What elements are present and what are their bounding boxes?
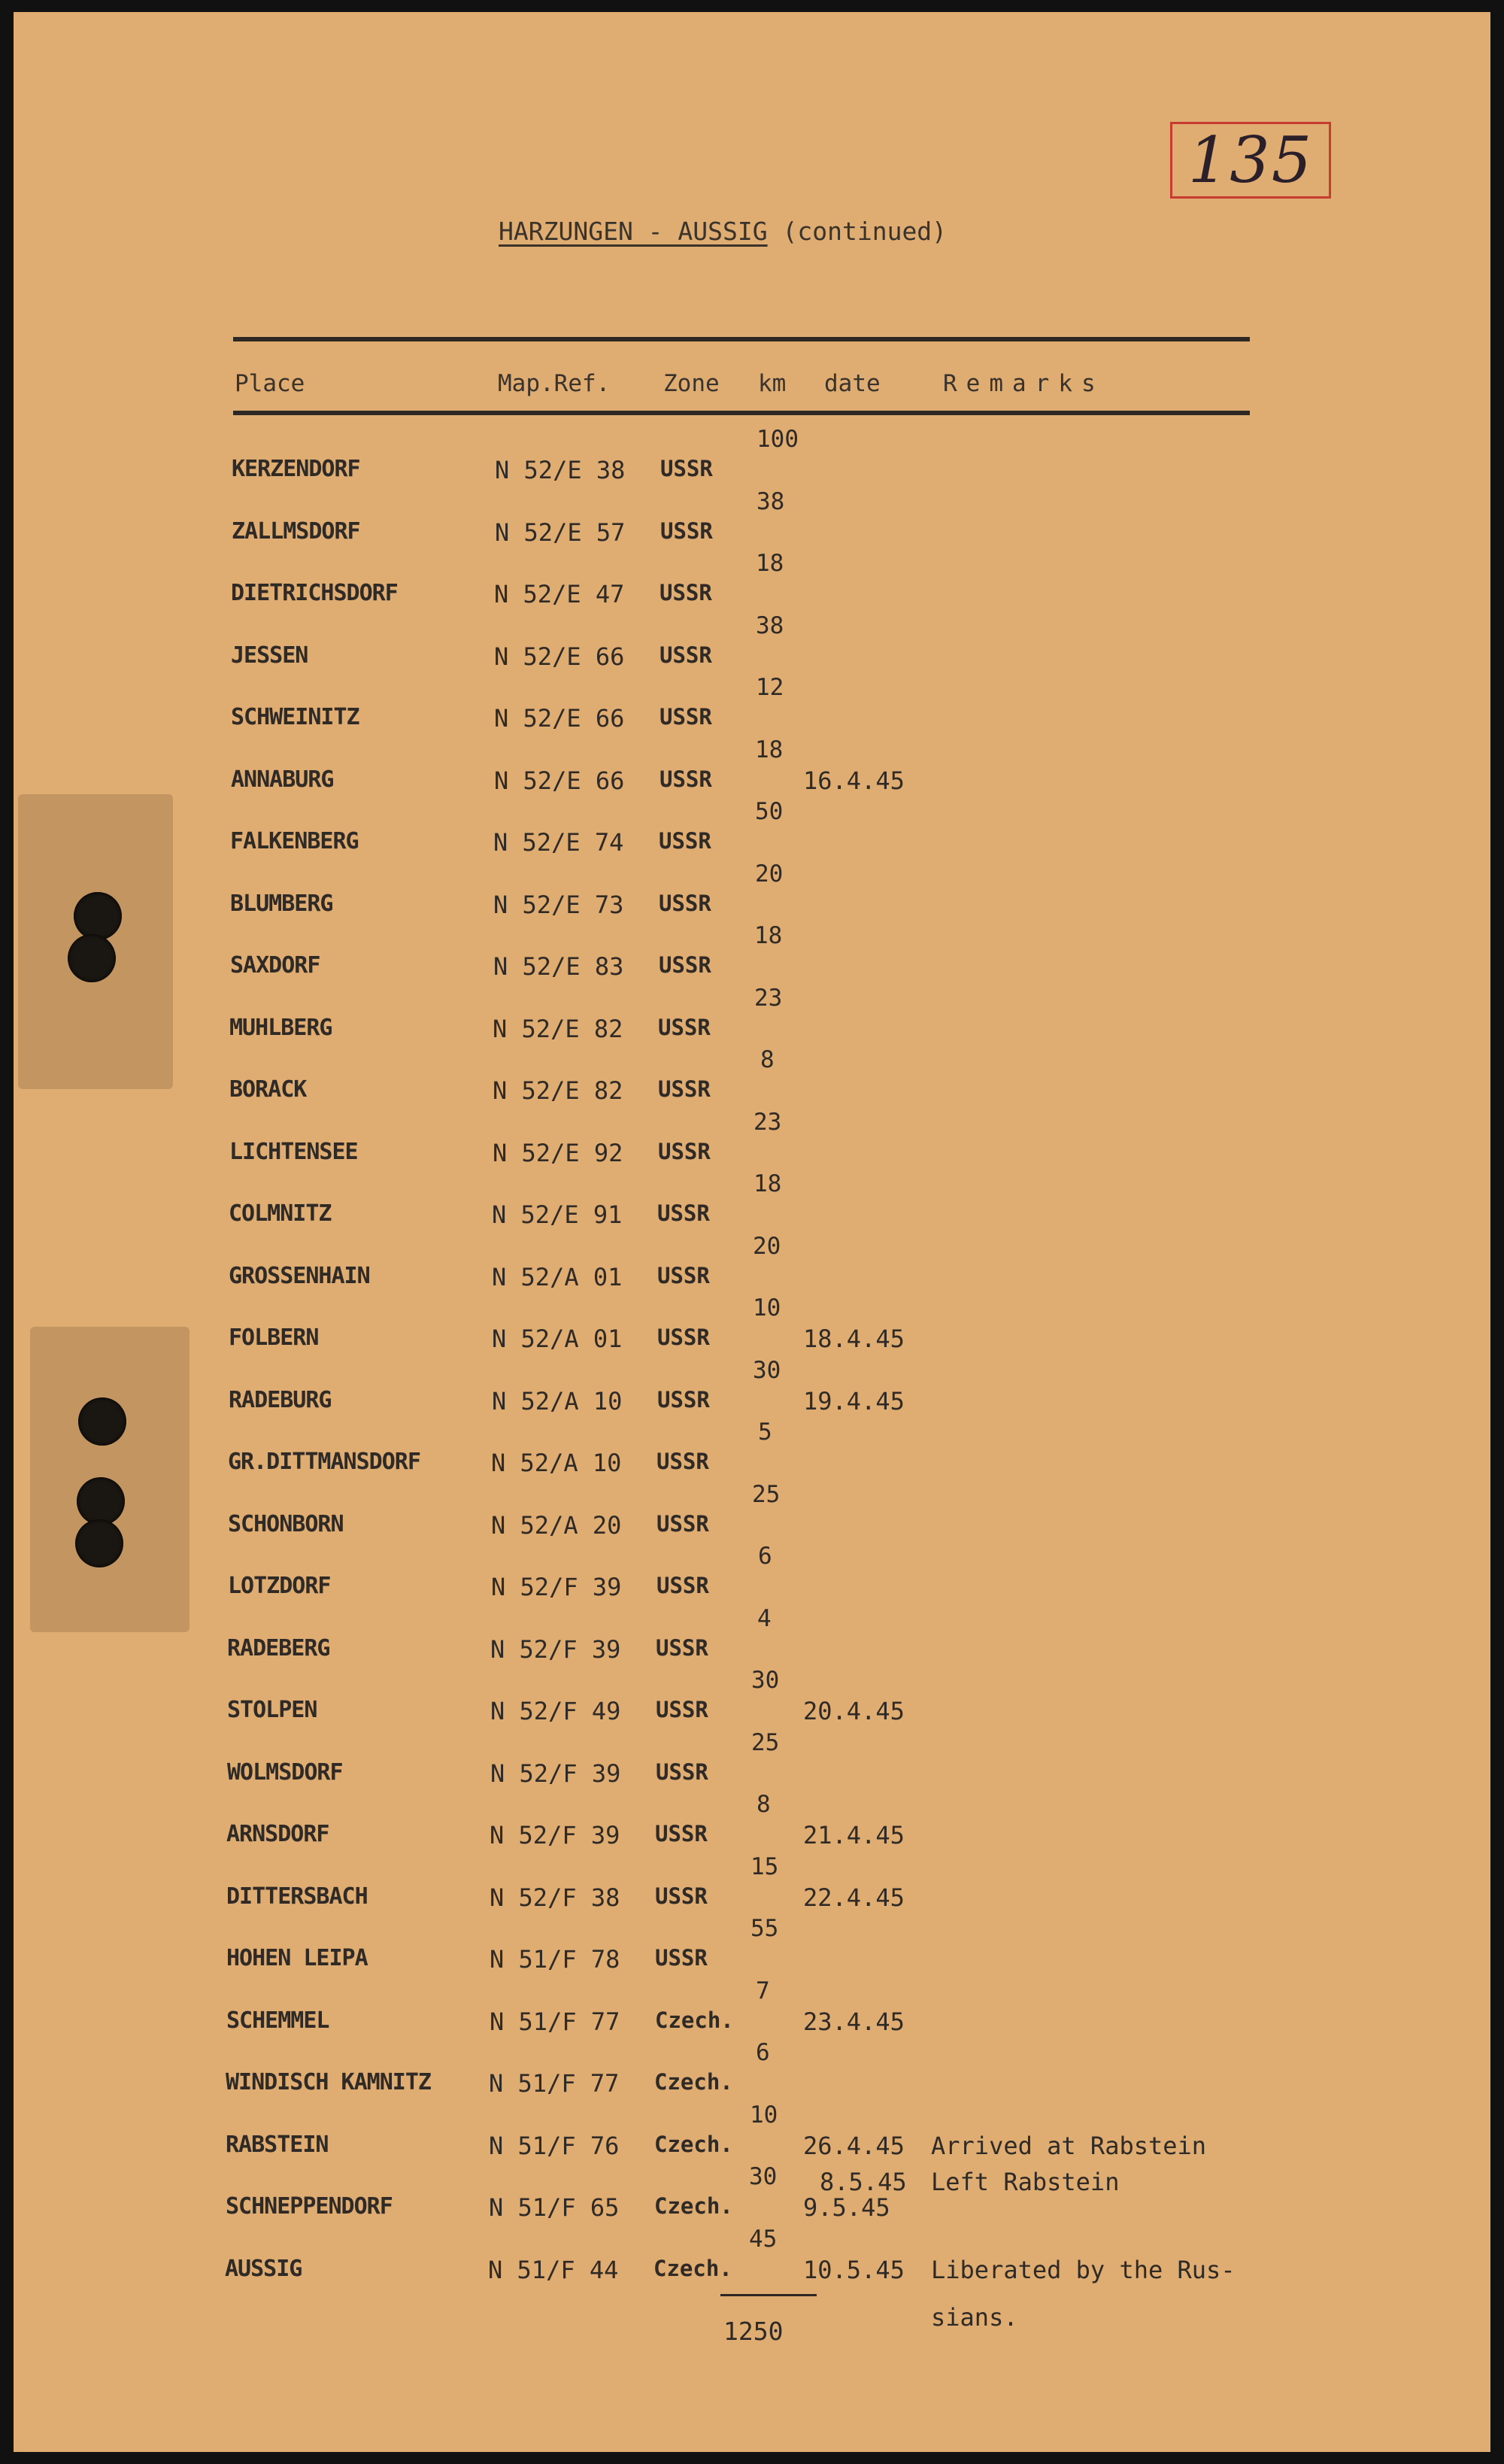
cell-zone: USSR [657,1325,710,1350]
table-row [14,1387,1490,1417]
cell-zone: USSR [656,1697,708,1722]
table-row [14,1759,1490,1789]
cell-remarks-second: Left Rabstein [931,2168,1120,2196]
cell-map-ref: N 52/F 39 [490,1821,620,1850]
cell-km: 38 [756,612,784,639]
cell-map-ref: N 52/E 66 [494,766,625,795]
cell-date: 21.4.45 [803,1821,905,1850]
cell-date: 9.5.45 [803,2193,890,2222]
cell-map-ref: N 52/E 73 [493,891,624,919]
table-row [14,2069,1490,2099]
table-row [14,1200,1490,1230]
cell-km: 23 [754,985,783,1012]
cell-place: RADEBERG [227,1635,330,1661]
cell-zone: USSR [656,1635,708,1661]
table-row [14,1325,1490,1355]
page-number-stamp: 135 [1170,122,1331,199]
cell-map-ref: N 51/F 76 [489,2132,620,2160]
table-row [14,1697,1490,1727]
table-row [14,518,1490,548]
cell-place: MUHLBERG [229,1015,332,1041]
cell-zone: USSR [660,580,712,605]
cell-km: 18 [756,550,784,577]
cell-km: 18 [754,1170,782,1197]
cell-km: 50 [755,798,784,825]
cell-place: WINDISCH KAMNITZ [226,2069,431,2095]
cell-zone: USSR [656,1759,708,1785]
table-row [14,2132,1490,2162]
table-row [14,1449,1490,1479]
cell-place: SCHWEINITZ [231,704,359,730]
cell-map-ref: N 52/F 38 [490,1883,620,1912]
cell-km: 30 [749,2163,778,2190]
cell-zone: Czech. [653,2256,732,2281]
cell-map-ref: N 52/E 38 [495,456,626,484]
table-row [14,1821,1490,1851]
cell-km: 25 [751,1729,780,1756]
table-row [14,766,1490,797]
cell-km: 45 [749,2226,778,2253]
cell-km: 4 [757,1605,772,1632]
cell-place: COLMNITZ [229,1200,332,1227]
cell-place: BORACK [229,1076,307,1103]
title-suffix: (continued) [782,217,948,246]
cell-place: RADEBURG [229,1387,332,1413]
table-row [14,2007,1490,2038]
table-row [14,1511,1490,1541]
cell-zone: USSR [657,1200,710,1226]
cell-place: GROSSENHAIN [229,1263,370,1289]
cell-place: FOLBERN [229,1325,319,1351]
cell-place: RABSTEIN [226,2132,329,2158]
cell-map-ref: N 52/E 66 [494,642,625,671]
cell-date-second: 8.5.45 [820,2168,907,2196]
cell-map-ref: N 52/E 82 [493,1015,623,1043]
cell-zone: USSR [660,642,712,668]
table-row [14,891,1490,921]
cell-km: 18 [755,736,784,763]
cell-remarks-continuation: sians. [931,2303,1018,2332]
cell-km: 5 [758,1419,772,1446]
cell-map-ref: N 52/A 01 [492,1263,623,1291]
cell-place: SCHNEPPENDORF [226,2193,393,2220]
cell-map-ref: N 51/F 65 [489,2193,620,2222]
cell-place: BLUMBERG [230,891,333,917]
table-row [14,1883,1490,1913]
cell-date: 18.4.45 [803,1325,905,1353]
header-remarks: Remarks [943,370,1105,397]
header-map-ref: Map.Ref. [498,370,611,397]
cell-place: FALKENBERG [230,828,359,854]
cell-map-ref: N 51/F 77 [490,2007,620,2036]
table-row [14,1139,1490,1169]
cell-km: 6 [758,1543,772,1570]
cell-km: 55 [750,1915,779,1942]
table-row-continuation [14,2168,1490,2198]
itinerary-table [14,12,1490,2452]
table-row [14,1573,1490,1603]
cell-zone: USSR [656,1449,709,1474]
cell-zone: USSR [658,1139,711,1164]
header-km: km [758,370,787,397]
cell-zone: USSR [655,1821,708,1846]
cell-km: 12 [756,674,784,701]
cell-zone: USSR [655,1945,708,1971]
cell-map-ref: N 52/E 74 [493,828,624,857]
cell-zone: USSR [658,1015,711,1040]
table-row [14,1263,1490,1293]
table-row [14,1945,1490,1975]
cell-date: 26.4.45 [803,2132,905,2160]
cell-zone: USSR [656,1573,709,1598]
title-route: HARZUNGEN - AUSSIG [499,217,768,246]
cell-remarks: Arrived at Rabstein [931,2132,1207,2160]
cell-place: KERZENDORF [232,456,360,482]
cell-place: STOLPEN [227,1697,317,1723]
cell-km: 15 [750,1853,779,1880]
table-row [14,2193,1490,2223]
table-row [14,952,1490,982]
cell-zone: Czech. [655,2007,734,2033]
cell-place: ARNSDORF [226,1821,329,1847]
cell-map-ref: N 51/F 78 [490,1945,620,1974]
cell-place: DITTERSBACH [226,1883,368,1910]
cell-km: 7 [756,1977,770,2004]
cell-zone: Czech. [654,2193,733,2219]
cell-km: 20 [755,860,784,888]
cell-map-ref: N 52/E 66 [494,704,625,733]
cell-km: 10 [753,1294,781,1322]
cell-map-ref: N 51/F 44 [488,2256,619,2284]
cell-km: 10 [750,2101,778,2129]
cell-map-ref: N 52/E 92 [493,1139,623,1167]
cell-km: 38 [757,488,785,515]
cell-zone: USSR [660,456,713,481]
cell-km: 20 [753,1233,781,1260]
document-page [14,12,1490,2452]
sum-rule [720,2294,817,2296]
cell-zone: USSR [656,1511,709,1537]
cell-map-ref: N 52/E 82 [493,1076,623,1105]
cell-map-ref: N 52/A 01 [492,1325,623,1353]
header-place: Place [235,370,305,397]
cell-km: 8 [757,1791,771,1818]
table-row [14,828,1490,858]
cell-place: GR.DITTMANSDORF [228,1449,420,1475]
table-row [14,456,1490,486]
cell-date: 10.5.45 [803,2256,905,2284]
cell-place: ZALLMSDORF [232,518,360,545]
cell-date: 16.4.45 [803,766,905,795]
cell-map-ref: N 52/A 10 [491,1449,622,1477]
header-zone: Zone [663,370,720,397]
cell-place: WOLMSDORF [227,1759,343,1786]
table-row [14,1076,1490,1106]
cell-km: 30 [753,1357,781,1384]
cell-zone: USSR [660,766,712,792]
table-row [14,1015,1490,1045]
cell-place: SCHONBORN [228,1511,344,1537]
cell-zone: USSR [658,1076,711,1102]
cell-date: 19.4.45 [803,1387,905,1416]
cell-zone: Czech. [654,2069,733,2095]
cell-zone: USSR [660,518,713,544]
cell-zone: USSR [659,952,711,978]
cell-remarks: Liberated by the Rus- [931,2256,1236,2284]
cell-place: DIETRICHSDORF [231,580,398,606]
cell-place: SCHEMMEL [226,2007,329,2034]
cell-km: 18 [754,922,783,949]
table-row [14,704,1490,734]
cell-km: 8 [760,1046,775,1073]
cell-date: 20.4.45 [803,1697,905,1725]
cell-km: 100 [757,426,799,453]
cell-place: ANNABURG [231,766,334,793]
cell-km: 23 [754,1109,782,1136]
cell-map-ref: N 52/E 57 [495,518,626,547]
cell-map-ref: N 52/F 39 [490,1759,621,1788]
cell-map-ref: N 52/E 91 [492,1200,623,1229]
table-row [14,642,1490,672]
cell-place: LICHTENSEE [229,1139,358,1165]
cell-zone: USSR [657,1387,710,1413]
cell-zone: USSR [659,891,711,916]
cell-zone: USSR [655,1883,708,1909]
table-row [14,1635,1490,1665]
cell-date: 23.4.45 [803,2007,905,2036]
cell-place: SAXDORF [230,952,320,979]
table-row [14,2256,1490,2286]
cell-map-ref: N 52/A 20 [491,1511,622,1540]
cell-km: 25 [752,1481,781,1508]
cell-zone: Czech. [654,2132,733,2157]
cell-map-ref: N 52/F 49 [490,1697,621,1725]
cell-map-ref: N 52/E 83 [493,952,624,981]
cell-zone: USSR [659,828,711,854]
total-km: 1250 [723,2317,784,2346]
cell-map-ref: N 51/F 77 [489,2069,620,2098]
header-date: date [824,370,881,397]
cell-place: AUSSIG [225,2256,302,2282]
cell-map-ref: N 52/A 10 [492,1387,623,1416]
cell-place: JESSEN [231,642,308,669]
cell-map-ref: N 52/E 47 [494,580,625,608]
table-row [14,580,1490,610]
cell-place: HOHEN LEIPA [226,1945,368,1971]
cell-km: 6 [756,2039,770,2066]
cell-date: 22.4.45 [803,1883,905,1912]
cell-map-ref: N 52/F 39 [491,1573,622,1601]
cell-zone: USSR [657,1263,710,1288]
cell-map-ref: N 52/F 39 [490,1635,621,1664]
cell-zone: USSR [660,704,712,730]
cell-place: LOTZDORF [228,1573,331,1599]
cell-km: 30 [751,1667,780,1694]
